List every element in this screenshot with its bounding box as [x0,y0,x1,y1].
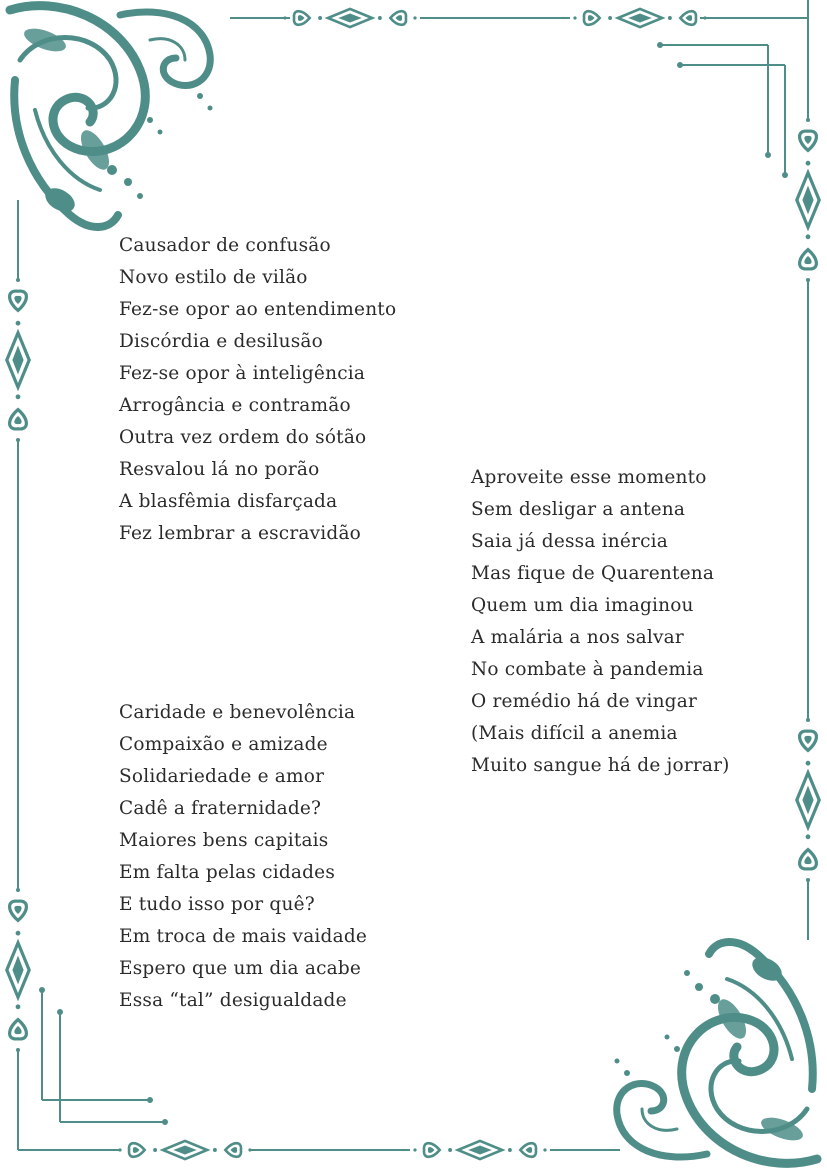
poem-line: No combate à pandemia [471,659,704,680]
poem-line: Fez lembrar a escravidão [119,523,362,544]
poem-line: Discórdia e desilusão [119,331,323,352]
poem-line: Em falta pelas cidades [119,862,336,883]
poem-line: Arrogância e contramão [119,395,351,416]
poem-line: Outra vez ordem do sótão [119,427,367,448]
poem-line: Compaixão e amizade [119,734,328,755]
poem-line: Novo estilo de vilão [119,267,308,288]
poem-line: A blasfêmia disfarçada [119,491,338,512]
poem-line: Cadê a fraternidade? [119,798,322,819]
poem-line: Solidariedade e amor [119,766,325,787]
poem-line: Fez-se opor à inteligência [119,363,366,384]
stanza-3 [471,462,730,782]
poem-line: Mas fique de Quarentena [471,563,715,584]
poem-line: A malária a nos salvar [471,627,684,648]
poem-line: Sem desligar a antena [471,499,686,520]
poem-line: Muito sangue há de jorrar) [471,755,730,776]
poem-line: Fez-se opor ao entendimento [119,299,397,320]
poem-line: Maiores bens capitais [119,830,329,851]
poem-line: O remédio há de vingar [471,691,698,712]
poem-line: Em troca de mais vaidade [119,926,368,947]
poem-line: Essa “tal” desigualdade [119,990,347,1011]
poem-line: Quem um dia imaginou [471,595,694,616]
poem-line: (Mais difícil a anemia [471,723,678,744]
stanza-2 [119,697,367,1017]
poem-line: E tudo isso por quê? [119,894,315,915]
poem-line: Aproveite esse momento [471,467,707,488]
poem-line: Causador de confusão [119,235,331,256]
poem-line: Saia já dessa inércia [471,531,668,552]
poem-line: Resvalou lá no porão [119,459,320,480]
poem-line: Espero que um dia acabe [119,958,362,979]
stanza-1 [119,230,396,550]
poem-line: Caridade e benevolência [119,702,356,723]
